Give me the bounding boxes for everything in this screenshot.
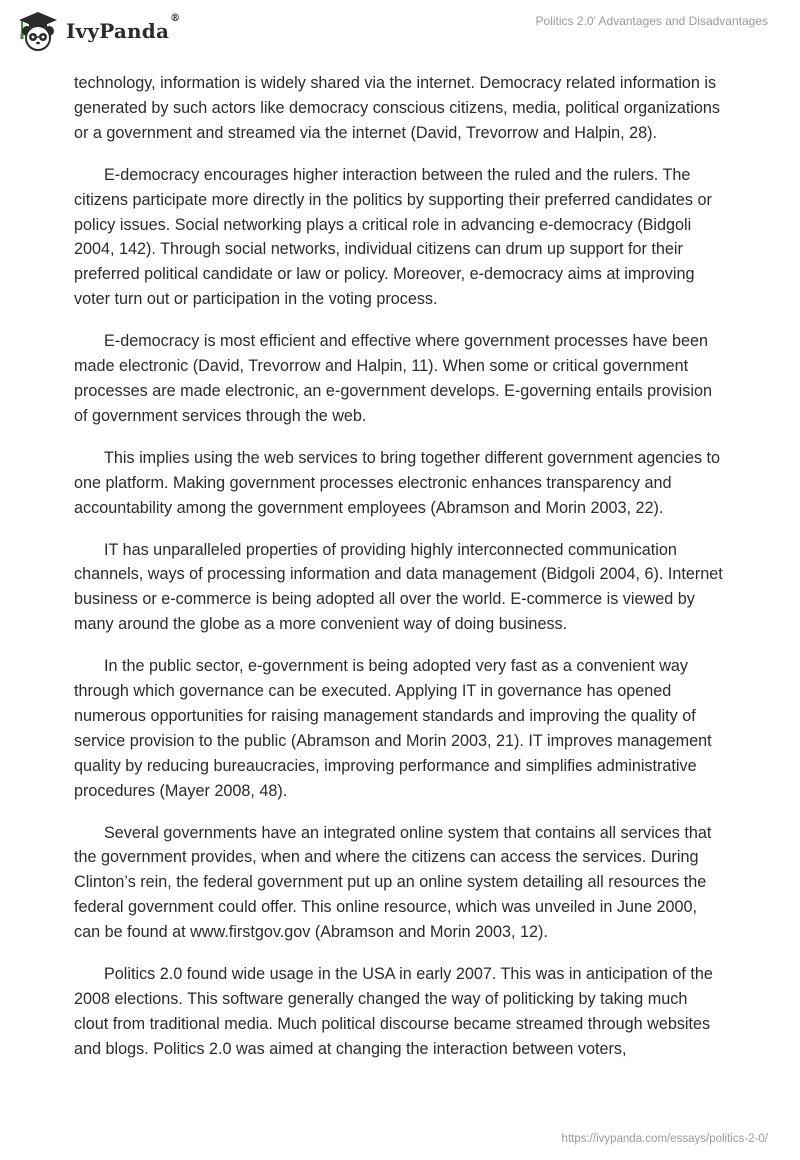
paragraph: E-democracy is most efficient and effective where government processes have been made electronic (David, Trevorrow and Halpin, 11). When some or critical government processes are made electronic, an e-government develops. E-governing entails provision of government services through the web. xyxy=(74,332,712,425)
brand-logo[interactable] xyxy=(16,9,180,53)
paragraph: Several governments have an integrated online system that contains all services that the government provides, when and where the citizens can access the services. During Clinton’s rein, the federal government put up an online system detailing all resources the federal government could offer. This online resource, which was unveiled in June 2000, can be found at www.firstgov.gov (Abramson and Morin 2003, 12). xyxy=(74,823,712,942)
paragraph: Politics 2.0 found wide usage in the USA in early 2007. This was in anticipation of the 2008 elections. This software generally changed the way of politicking by taking much clout from traditional media. Much political discourse became streamed through websites and blogs. Politics 2.0 was aimed at changing the interaction between voters, xyxy=(74,965,713,1058)
paragraph-continuation: technology, information is widely shared via the internet. Democracy related information is generated by such actors like democracy conscious citizens, media, political organizations or a government and streamed via the internet (David, Trevorrow and Halpin, 28). xyxy=(74,74,721,142)
brand-name: IvyPanda® xyxy=(66,13,181,43)
document-title: Politics 2.0' Advantages and Disadvantages xyxy=(535,14,768,28)
panda-graduate-icon xyxy=(16,9,60,53)
page-header xyxy=(0,0,800,62)
paragraph: This implies using the web services to bring together different government agencies to one platform. Making government processes electronic enhances transparency and accountability among the government employees (Abramson and Morin 2003, 22). xyxy=(74,448,721,517)
paragraph: IT has unparalleled properties of providing highly interconnected communication channels, ways of processing information and data management (Bidgoli 2004, 6). Internet business or e-commerce is being adopted all over the world. E-commerce is viewed by many around the globe as a more convenient way of doing business. xyxy=(74,540,723,634)
registered-mark: ® xyxy=(170,13,181,24)
paragraph: In the public sector, e-government is being adopted very fast as a convenient way through which governance can be executed. Applying IT in governance has opened numerous opportunities for raising management standards and improving the quality of service provision to the public (Abramson and Morin 2003, 21). IT improves management quality by reducing bureaucracies, improving performance and simplifies administrative procedures (Mayer 2008, 48). xyxy=(74,657,712,800)
essay-body xyxy=(74,71,726,1079)
source-url[interactable]: https://ivypanda.com/essays/politics-2-0/ xyxy=(561,1133,768,1145)
paragraph: E-democracy encourages higher interaction between the ruled and the rulers. The citizens participate more directly in the politics by supporting their preferred candidates or policy issues. Social networking plays a critical role in advancing e-democracy (Bidgoli 2004, 142). Through social networks, individual citizens can drum up support for their preferred political candidate or law or policy. Moreover, e-democracy aims at improving voter turn out or participation in the voting process. xyxy=(74,165,712,309)
